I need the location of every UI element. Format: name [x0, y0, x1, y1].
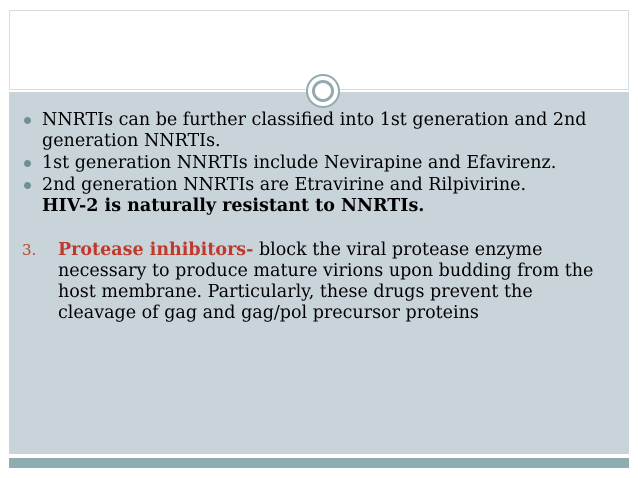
bullet-item: [22, 153, 612, 174]
bullet-dot-icon: [24, 117, 31, 124]
bullet-bold-text: HIV-2 is naturally resistant to NNRTIs.: [42, 196, 425, 216]
item-text: block the viral protease enzyme necessary to produce mature virions upon budding from the host membrane. Particularly, these drugs prevent the cleavage of gag and gag/pol precursor proteins: [58, 240, 594, 323]
bullet-text: 1st generation NNRTIs include Nevirapine and Efavirenz.: [42, 153, 557, 173]
bullet-dot-icon: [24, 182, 31, 189]
circle-emblem-icon: [306, 74, 340, 108]
circle-emblem-inner: [312, 80, 334, 102]
bullet-dot-icon: [24, 160, 31, 167]
bullet-item: [22, 175, 612, 217]
footer-bar: [9, 458, 629, 468]
item-number: 3.: [22, 241, 37, 259]
slide-body: [22, 110, 612, 324]
bullet-text: NNRTIs can be further classified into 1st generation and 2nd generation NNRTIs.: [42, 110, 587, 151]
item-heading: Protease inhibitors-: [58, 240, 254, 260]
numbered-item: [22, 240, 612, 324]
bullet-text: 2nd generation NNRTIs are Etravirine and Rilpivirine.: [42, 175, 527, 195]
bullet-item: [22, 110, 612, 152]
